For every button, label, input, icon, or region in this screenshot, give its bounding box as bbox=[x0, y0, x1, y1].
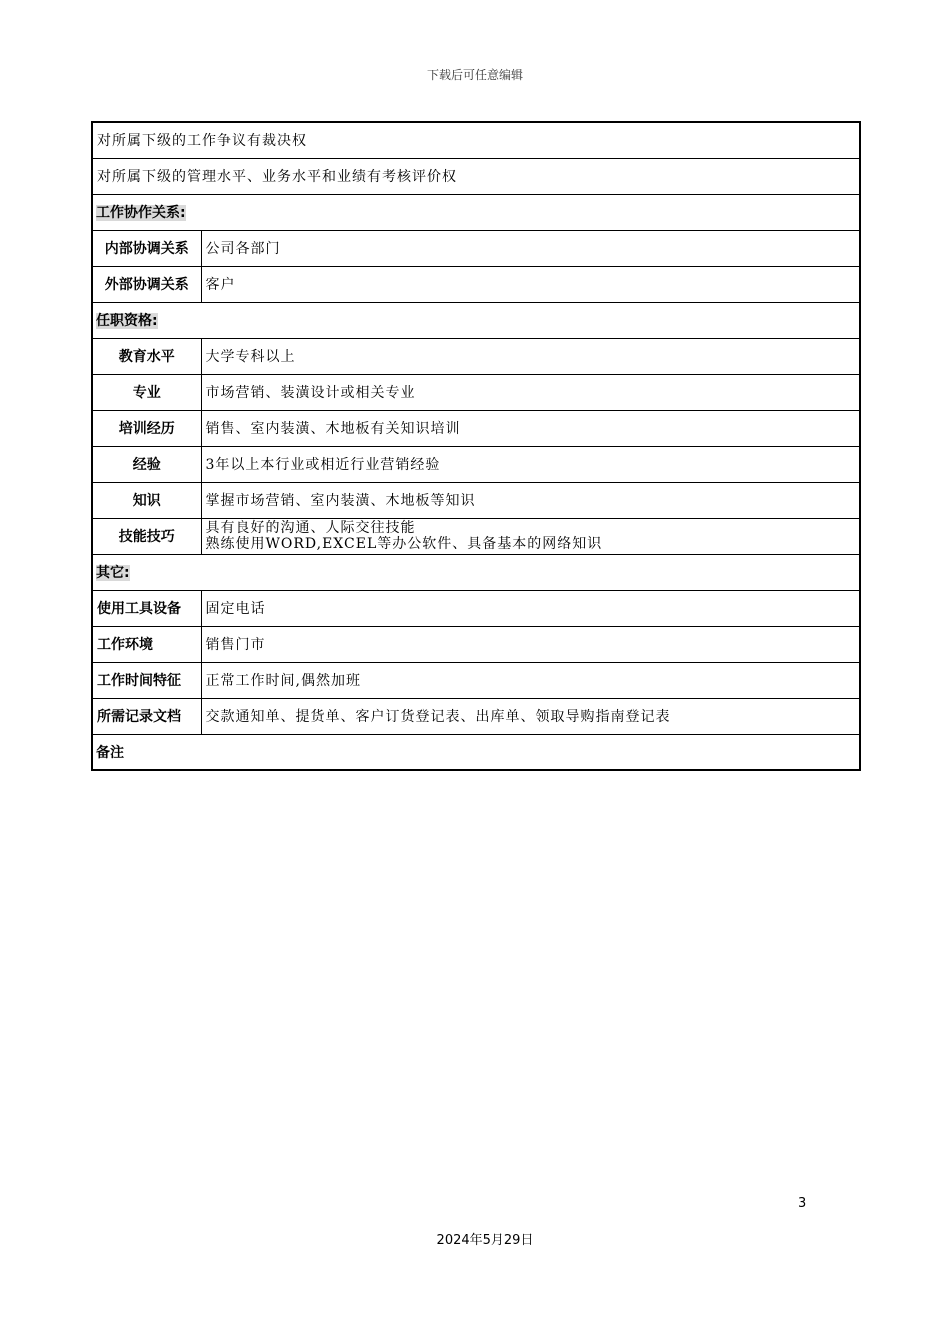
table-row bbox=[92, 518, 860, 554]
external-coordination-value: 客户 bbox=[201, 266, 860, 302]
documents-label: 所需记录文档 bbox=[92, 698, 201, 734]
table-row bbox=[92, 266, 860, 302]
section-qualifications bbox=[92, 302, 860, 338]
table-row bbox=[92, 482, 860, 518]
documents-value: 交款通知单、提货单、客户订货登记表、出库单、领取导购指南登记表 bbox=[201, 698, 860, 734]
external-coordination-label: 外部协调关系 bbox=[92, 266, 201, 302]
section-remarks bbox=[92, 734, 860, 770]
skills-line-1: 具有良好的沟通、人际交往技能 bbox=[205, 520, 416, 536]
table-row bbox=[92, 410, 860, 446]
section-other bbox=[92, 554, 860, 590]
major-value: 市场营销、装潢设计或相关专业 bbox=[201, 374, 860, 410]
authority-row-2: 对所属下级的管理水平、业务水平和业绩有考核评价权 bbox=[92, 158, 860, 194]
tools-value: 固定电话 bbox=[201, 590, 860, 626]
work-time-label: 工作时间特征 bbox=[92, 662, 201, 698]
tools-label: 使用工具设备 bbox=[92, 590, 201, 626]
table-row bbox=[92, 590, 860, 626]
education-label: 教育水平 bbox=[92, 338, 201, 374]
section-title-cooperation: 工作协作关系: bbox=[96, 205, 186, 221]
table-row bbox=[92, 374, 860, 410]
job-description-table bbox=[91, 121, 861, 771]
training-value: 销售、室内装潢、木地板有关知识培训 bbox=[201, 410, 860, 446]
work-time-value: 正常工作时间,偶然加班 bbox=[201, 662, 860, 698]
section-cooperation bbox=[92, 194, 860, 230]
table-row bbox=[92, 122, 860, 158]
experience-value: 3年以上本行业或相近行业营销经验 bbox=[201, 446, 860, 482]
table-row bbox=[92, 698, 860, 734]
table-row bbox=[92, 662, 860, 698]
table-row bbox=[92, 626, 860, 662]
table-row bbox=[92, 338, 860, 374]
training-label: 培训经历 bbox=[92, 410, 201, 446]
table-row bbox=[92, 230, 860, 266]
knowledge-value: 掌握市场营销、室内装潢、木地板等知识 bbox=[201, 482, 860, 518]
authority-row-1: 对所属下级的工作争议有裁决权 bbox=[92, 122, 860, 158]
skills-label: 技能技巧 bbox=[92, 518, 201, 554]
education-value: 大学专科以上 bbox=[201, 338, 860, 374]
internal-coordination-value: 公司各部门 bbox=[201, 230, 860, 266]
skills-value bbox=[201, 518, 860, 554]
table-row bbox=[92, 446, 860, 482]
major-label: 专业 bbox=[92, 374, 201, 410]
environment-value: 销售门市 bbox=[201, 626, 860, 662]
section-title-qualifications: 任职资格: bbox=[96, 313, 158, 329]
skills-line-2: 熟练使用WORD,EXCEL等办公软件、具备基本的网络知识 bbox=[205, 536, 603, 552]
table-row bbox=[92, 158, 860, 194]
knowledge-label: 知识 bbox=[92, 482, 201, 518]
footer-date: 2024年5月29日 bbox=[436, 1233, 534, 1248]
section-title-other: 其它: bbox=[96, 565, 130, 581]
internal-coordination-label: 内部协调关系 bbox=[92, 230, 201, 266]
remarks-title: 备注 bbox=[92, 734, 860, 770]
environment-label: 工作环境 bbox=[92, 626, 201, 662]
experience-label: 经验 bbox=[92, 446, 201, 482]
page-number: 3 bbox=[798, 1196, 807, 1211]
header-note: 下载后可任意编辑 bbox=[426, 68, 523, 82]
